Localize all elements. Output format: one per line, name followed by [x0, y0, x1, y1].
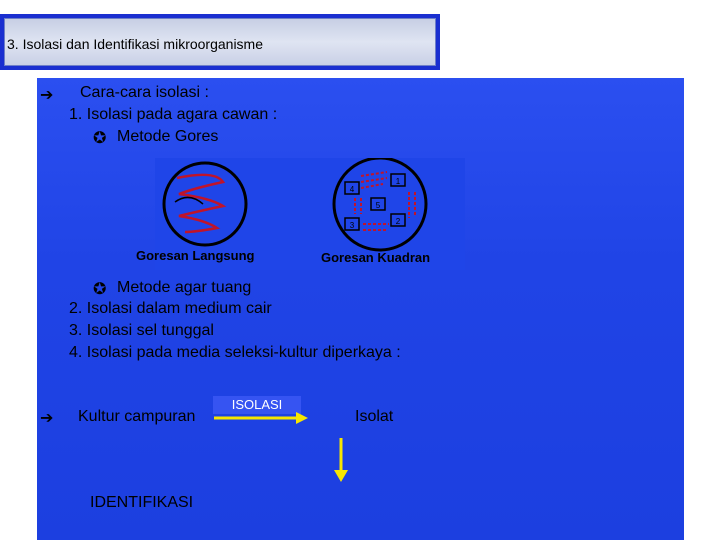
identifikasi-text: IDENTIFIKASI — [90, 494, 194, 511]
label-goresan-langsung: Goresan Langsung — [136, 248, 255, 263]
title-bar — [0, 14, 440, 70]
page-title: 3. Isolasi dan Identifikasi mikroorganisme — [7, 36, 264, 52]
metode-gores-text: Metode Gores — [117, 128, 219, 145]
metode-gores-bullet-icon: ✪ — [93, 130, 107, 147]
item-3-text: 3. Isolasi sel tunggal — [69, 322, 214, 339]
item-4-text: 4. Isolasi pada media seleksi-kultur diperkaya : — [69, 344, 401, 361]
isolat-text: Isolat — [355, 408, 394, 425]
arrow-bullet-icon: ➔ — [40, 87, 54, 104]
isolasi-label: ISOLASI — [213, 396, 301, 414]
svg-text:3: 3 — [349, 221, 355, 230]
metode-tuang-text: Metode agar tuang — [117, 279, 252, 296]
label-goresan-kuadran: Goresan Kuadran — [321, 250, 431, 265]
svg-text:2: 2 — [395, 217, 401, 226]
metode-tuang-bullet-icon: ✪ — [93, 281, 107, 298]
svg-text:1: 1 — [395, 177, 401, 186]
arrow-bullet-2-icon: ➔ — [40, 410, 54, 427]
svg-text:4: 4 — [349, 185, 355, 194]
kultur-campuran-text: Kultur campuran — [78, 408, 196, 425]
right-arrow-icon — [212, 410, 312, 426]
down-arrow-icon — [332, 436, 350, 484]
item-2-text: 2. Isolasi dalam medium cair — [69, 300, 272, 317]
cara-isolasi-text: Cara-cara isolasi : — [80, 84, 209, 101]
svg-text:5: 5 — [375, 201, 381, 210]
streak-figure — [136, 158, 465, 270]
item-1-text: 1. Isolasi pada agara cawan : — [69, 106, 278, 123]
